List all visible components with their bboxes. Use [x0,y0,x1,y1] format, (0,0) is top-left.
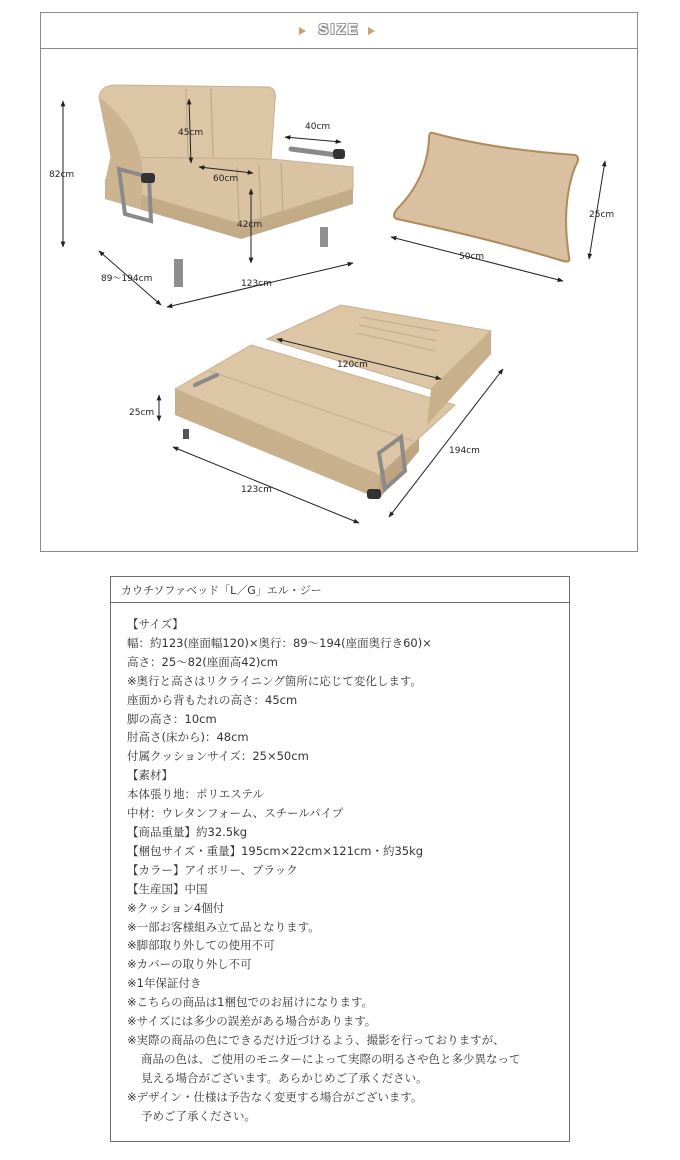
dim-bed-width: 123cm [241,485,272,495]
dim-seat-height: 42cm [237,220,263,230]
spec-line: 本体張り地：ポリエステル [127,787,264,802]
spec-line: ※サイズには多少の誤差がある場合があります。 [127,1014,377,1029]
size-panel [40,12,638,552]
dim-cushion-height: 25cm [589,210,615,220]
spec-line: 肘高さ(床から)：48cm [127,730,249,745]
dim-bed-seat-width: 120cm [337,360,368,370]
cushion [394,133,578,262]
spec-line: ※デザイン・仕様は予告なく変更する場合がございます。 [127,1089,423,1104]
bed-illustration [175,305,491,499]
sofa-leg [174,259,183,287]
spec-line: ※1年保証付き [127,976,202,991]
spec-line: 予めご了承ください。 [141,1108,256,1123]
size-title: SIZE [318,21,360,38]
dim-width: 123cm [241,279,272,289]
dim-cushion-width: 50cm [459,252,485,262]
triangle-right-icon [368,27,375,35]
spec-line: 【商品重量】約32.5kg [127,824,248,839]
spec-line: ※こちらの商品は1梱包でのお届けになります。 [127,995,374,1010]
sofa-armrest-right [291,149,337,155]
spec-line: 脚の高さ：10cm [127,711,217,726]
spec-line: 【カラー】アイボリー、ブラック [127,862,298,877]
size-header [41,13,637,49]
dim-total-height: 82cm [49,170,75,180]
cushion-illustration [394,133,578,262]
spec-line: ※カバーの取り外し不可 [127,957,252,972]
spec-line: 【梱包サイズ・重量】195cm×22cm×121cm・約35kg [127,843,424,858]
spec-line: ※脚部取り外しての使用不可 [127,938,275,953]
dim-seat-depth: 60cm [213,174,239,184]
spec-line: ※実際の商品の色にできるだけ近づけるよう、撮影を行っておりますが、 [127,1032,505,1047]
spec-line: 中材：ウレタンフォーム、スチールパイプ [127,806,344,821]
spec-line: 見える場合がございます。あらかじめご了承ください。 [141,1070,428,1085]
product-name: カウチソファベッド「L／G」エル・ジー [111,577,569,603]
spec-line: 【素材】 [127,768,173,783]
spec-line: 座面から背もたれの高さ：45cm [127,692,298,707]
spec-line: ※クッション4個付 [127,900,225,915]
spec-line: ※一部お客様組み立て品となります。 [127,919,320,934]
spec-list [111,603,569,1125]
dim-armrest-width: 40cm [305,122,331,132]
spec-line: 【サイズ】 [127,617,184,631]
spec-line: 高さ：25〜82(座面高42)cm [127,654,278,669]
spec-line: 商品の色は、ご使用のモニターによって実際の明るさや色と多少異なって [141,1051,521,1066]
spec-line: 付属クッションサイズ：25×50cm [127,749,309,764]
dim-bed-length: 194cm [449,446,480,456]
spec-line: ※奥行と高さはリクライニング箇所に応じて変化します。 [127,673,422,688]
sofa-leg [320,227,328,247]
dim-bed-height: 25cm [129,408,155,418]
dim-depth-range: 89〜194cm [101,274,153,284]
spec-line: 【生産国】中国 [127,881,208,896]
sofa-illustration [99,85,353,287]
size-drawing [41,49,637,551]
dim-back-height: 45cm [178,128,204,138]
spec-panel [110,576,570,1142]
spec-line: 幅：約123(座面幅120)×奥行：89〜194(座面奥行き60)× [127,635,432,650]
